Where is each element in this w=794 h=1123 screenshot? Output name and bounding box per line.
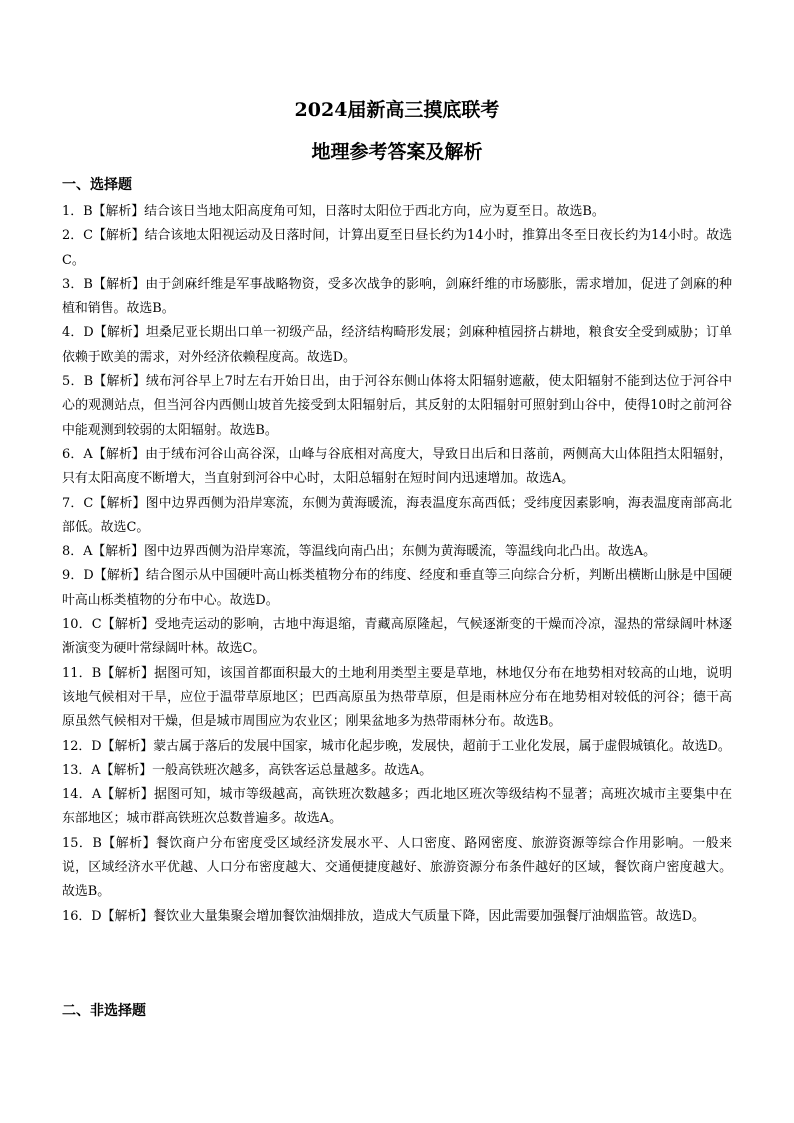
answer-tag: 【解析】 <box>93 374 146 390</box>
answer-num: 16． <box>62 908 92 924</box>
answer-num: 8． <box>62 544 84 560</box>
answer-item <box>62 540 732 564</box>
section-heading-nonchoice: 二、非选择题 <box>62 1003 146 1019</box>
answer-item <box>62 443 732 492</box>
answer-tag: 【解析】 <box>100 762 153 778</box>
answer-text: 结合该地太阳视运动及日落时间，计算出夏至日昼长约为14小时，推算出冬至日夜长约为14小时。故选C。 <box>62 228 733 268</box>
answer-choice: D <box>91 738 102 754</box>
answer-text: 坦桑尼亚长期出口单一初级产品，经济结构畸形发展；剑麻种植园挤占耕地，粮食安全受到威胁；订单依赖于欧美的需求，对外经济依赖程度高。故选D。 <box>62 325 733 365</box>
answer-choice: D <box>83 325 94 341</box>
answer-item <box>62 759 732 783</box>
answer-tag: 【解析】 <box>101 738 154 754</box>
answer-choice: D <box>83 568 94 584</box>
answer-item <box>62 273 732 322</box>
answer-text: 受地壳运动的影响，古地中海退缩，青藏高原隆起，气候逐渐变的干燥而冷凉，湿热的常绿阔叶林逐渐演变为硬叶常绿阔叶林。故选C。 <box>62 617 733 657</box>
answer-num: 2． <box>62 228 84 244</box>
answer-tag: 【解析】 <box>93 495 146 511</box>
answer-choice: A <box>83 446 93 462</box>
answer-text: 餐饮业大量集聚会增加餐饮油烟排放，造成大气质量下降，因此需要加强餐厅油烟监管。故选D。 <box>153 908 705 924</box>
answer-text: 据图可知，城市等级越高，高铁班次数越多；西北地区班次等级结构不显著；高班次城市主要集中在东部地区；城市群高铁班次总数普遍多。故选A。 <box>62 787 733 827</box>
answer-item <box>62 200 732 224</box>
answer-tag: 【解析】 <box>92 446 146 462</box>
answer-num: 10． <box>62 617 92 633</box>
answer-text: 绒布河谷早上7时左右开始日出，由于河谷东侧山体将太阳辐射遮蔽，使太阳辐射不能到达位于河谷中心的观测站点，但当河谷内西侧山坡首先接受到太阳辐射后，其反射的太阳辐射可照射到山谷中，使得10时之前河谷中能观测到较弱的太阳辐射。故选B。 <box>62 374 733 438</box>
document-subtitle: 地理参考答案及解析 <box>311 141 483 163</box>
answer-tag: 【解析】 <box>93 568 146 584</box>
answer-choice: A <box>91 762 101 778</box>
answer-tag: 【解析】 <box>101 787 154 803</box>
answer-num: 9． <box>62 568 84 584</box>
answer-tag: 【解析】 <box>101 835 156 851</box>
answer-tag: 【解析】 <box>101 665 155 681</box>
answer-num: 1． <box>62 204 84 219</box>
answer-tag: 【解析】 <box>92 544 144 560</box>
answer-item <box>62 224 732 273</box>
answer-choice: B <box>83 204 93 219</box>
answer-choice: A <box>91 787 102 803</box>
answer-item <box>62 783 732 832</box>
answer-choice: C <box>83 495 94 511</box>
answer-choice: C <box>83 228 93 244</box>
answer-num: 14． <box>62 787 92 803</box>
answer-num: 5． <box>62 374 84 390</box>
answer-item <box>62 832 732 905</box>
answer-num: 13． <box>62 762 92 778</box>
answer-choice: D <box>91 908 102 924</box>
answer-choice: B <box>92 835 102 851</box>
answer-num: 4． <box>62 325 84 341</box>
answer-text: 由于绒布河谷山高谷深，山峰与谷底相对高度大，导致日出后和日落前，两侧高大山体阻挡太阳辐射，只有太阳高度不断增大，当直射到河谷中心时，太阳总辐射在短时间内迅速增加。故选A。 <box>62 446 733 487</box>
answer-num: 6． <box>62 446 84 462</box>
answer-item <box>62 905 732 929</box>
answer-choice: B <box>91 665 102 681</box>
answer-choice: B <box>83 374 94 390</box>
answer-text: 一般高铁班次越多，高铁客运总量越多。故选A。 <box>152 762 433 778</box>
answer-item <box>62 564 732 613</box>
answer-num: 7． <box>62 495 84 511</box>
answer-tag: 【解析】 <box>93 325 146 341</box>
answer-num: 11． <box>62 665 92 681</box>
answer-tag: 【解析】 <box>101 617 155 633</box>
answer-item <box>62 735 732 759</box>
answer-tag: 【解析】 <box>92 204 145 219</box>
answer-item <box>62 613 732 662</box>
answer-num: 15． <box>62 835 93 851</box>
answer-tag: 【解析】 <box>92 276 146 292</box>
answer-choice: A <box>83 544 93 560</box>
answer-list <box>62 200 732 929</box>
document-title: 2024届新高三摸底联考 <box>294 99 500 121</box>
answer-text: 结合该日当地太阳高度角可知，日落时太阳位于西北方向，应为夏至日。故选B。 <box>144 204 605 219</box>
answer-item <box>62 492 732 541</box>
answer-num: 12． <box>62 738 92 754</box>
answer-num: 3． <box>62 276 84 292</box>
answer-choice: B <box>83 276 93 292</box>
answer-text: 图中边界西侧为沿岸寒流，东侧为黄海暖流，海表温度东高西低；受纬度因素影响，海表温度南部高北部低。故选C。 <box>62 495 733 535</box>
answer-item <box>62 370 732 443</box>
answer-text: 图中边界西侧为沿岸寒流，等温线向南凸出；东侧为黄海暖流，等温线向北凸出。故选A。 <box>143 544 657 560</box>
answer-choice: C <box>91 617 102 633</box>
answer-text: 据图可知，该国首都面积最大的土地利用类型主要是草地，林地仅分布在地势相对较高的山地，说明该地气候相对干旱，应位于温带草原地区；巴西高原虽为热带草原，但是雨林应分布在地势相对较低的河谷；德干高原虽然气候相对干燥，但是城市周围应为农业区；刚果盆地多为热带雨林分布。故选B。 <box>62 665 733 730</box>
answer-tag: 【解析】 <box>101 908 154 924</box>
answer-text: 由于剑麻纤维是军事战略物资，受多次战争的影响，剑麻纤维的市场膨胀，需求增加，促进了剑麻的种植和销售。故选B。 <box>62 276 733 317</box>
answer-text: 蒙古属于落后的发展中国家，城市化起步晚，发展快，超前于工业化发展，属于虚假城镇化。故选D。 <box>153 738 731 754</box>
answer-item <box>62 321 732 370</box>
answer-text: 结合图示从中国硬叶高山栎类植物分布的纬度、经度和垂直等三向综合分析，判断出横断山脉是中国硬叶高山栎类植物的分布中心。故选D。 <box>62 568 733 608</box>
answer-tag: 【解析】 <box>92 228 145 244</box>
answer-text: 餐饮商户分布密度受区域经济发展水平、人口密度、路网密度、旅游资源等综合作用影响。一般来说，区域经济水平优越、人口分布密度越大、交通便捷度越好、旅游资源分布条件越好的区域，餐饮商户密度越大。故选B。 <box>62 835 733 900</box>
section-heading-choice: 一、选择题 <box>62 177 132 193</box>
answer-item <box>62 662 732 735</box>
